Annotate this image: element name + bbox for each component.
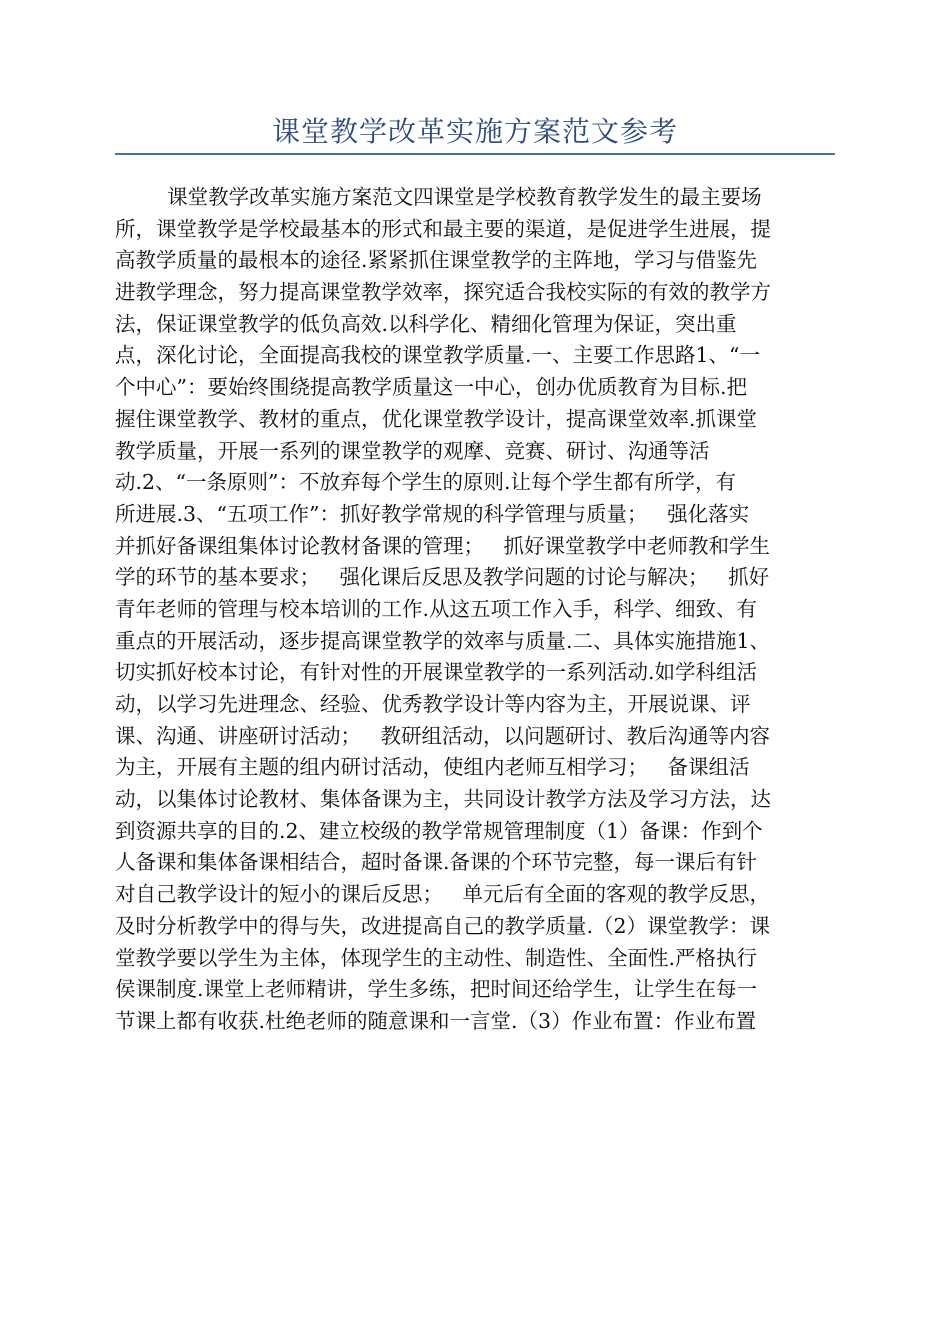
body-text-line: 法，保证课堂教学的低负高效.以科学化、精细化管理为保证，突出重 — [115, 311, 737, 336]
body-text-line: 进教学理念，努力提高课堂教学效率，探究适合我校实际的有效的教学方 — [115, 280, 771, 305]
body-text-line: 侯课制度.课堂上老师精讲，学生多练，把时间还给学生，让学生在每一 — [115, 977, 758, 1002]
body-text-line: 动，以学习先进理念、经验、优秀教学设计等内容为主，开展说课、评 — [115, 692, 751, 716]
body-text-line: 动，以集体讨论教材、集体备课为主，共同设计教学方法及学习方法，达 — [115, 787, 771, 812]
body-text-line: 动.2、“一条原则”：不放弃每个学生的原则.让每个学生都有所学，有 — [115, 470, 737, 495]
body-text-line: 学的环节的基本要求； 强化课后反思及教学问题的讨论与解决； 抓好 — [115, 565, 770, 590]
body-text-line: 及时分析教学中的得与失，改进提高自己的教学质量.（2）课堂教学：课 — [115, 913, 771, 938]
body-text-line: 节课上都有收获.杜绝老师的随意课和一言堂.（3）作业布置：作业布置 — [115, 1008, 757, 1033]
body-text-line: 个中心”：要始终围绕提高教学质量这一中心，创办优质教育为目标.把 — [115, 375, 747, 400]
body-text-line: 青年老师的管理与校本培训的工作.从这五项工作入手，科学、细致、有 — [115, 596, 758, 621]
document-body — [115, 182, 835, 1038]
body-text-line: 并抓好备课组集体讨论教材备课的管理； 抓好课堂教学中老师教和学生 — [115, 533, 771, 558]
body-text-line: 切实抓好校本讨论，有针对性的开展课堂教学的一系列活动.如学科组活 — [115, 660, 758, 685]
body-text-line: 堂教学要以学生为主体，体现学生的主动性、制造性、全面性.严格执行 — [115, 945, 758, 970]
document-title: 课堂教学改革实施方案范文参考 — [271, 115, 678, 148]
body-text-line: 到资源共享的目的.2、建立校级的教学常规管理制度（1）备课：作到个 — [115, 818, 763, 843]
title-underline — [115, 153, 835, 155]
body-text-line: 点，深化讨论，全面提高我校的课堂教学质量.一、主要工作思路1、“一 — [115, 343, 761, 368]
body-text-line: 所，课堂教学是学校最基本的形式和最主要的渠道，是促进学生进展，提 — [115, 216, 771, 241]
body-text-line: 为主，开展有主题的组内研讨活动，使组内老师互相学习； 备课组活 — [115, 755, 750, 780]
body-text-line: 所进展.3、“五项工作”：抓好教学常规的科学管理与质量； 强化落实 — [115, 501, 750, 526]
body-text-line: 高教学质量的最根本的途径.紧紧抓住课堂教学的主阵地，学习与借鉴先 — [115, 248, 758, 273]
body-text-line: 对自己教学设计的短小的课后反思； 单元后有全面的客观的教学反思， — [115, 882, 771, 907]
body-text-line: 握住课堂教学、教材的重点，优化课堂教学设计，提高课堂效率.抓课堂 — [115, 406, 758, 431]
body-text-line: 课堂教学改革实施方案范文四课堂是学校教育教学发生的最主要场 — [115, 185, 762, 209]
body-text-line: 重点的开展活动，逐步提高课堂教学的效率与质量.二、具体实施措施1、 — [115, 628, 771, 653]
body-text-line: 人备课和集体备课相结合，超时备课.备课的个环节完整，每一课后有针 — [115, 850, 758, 875]
body-text-line: 教学质量，开展一系列的课堂教学的观摩、竞赛、研讨、沟通等活 — [115, 438, 710, 463]
body-text-line: 课、沟通、讲座研讨活动； 教研组活动，以问题研讨、教后沟通等内容 — [115, 723, 771, 748]
